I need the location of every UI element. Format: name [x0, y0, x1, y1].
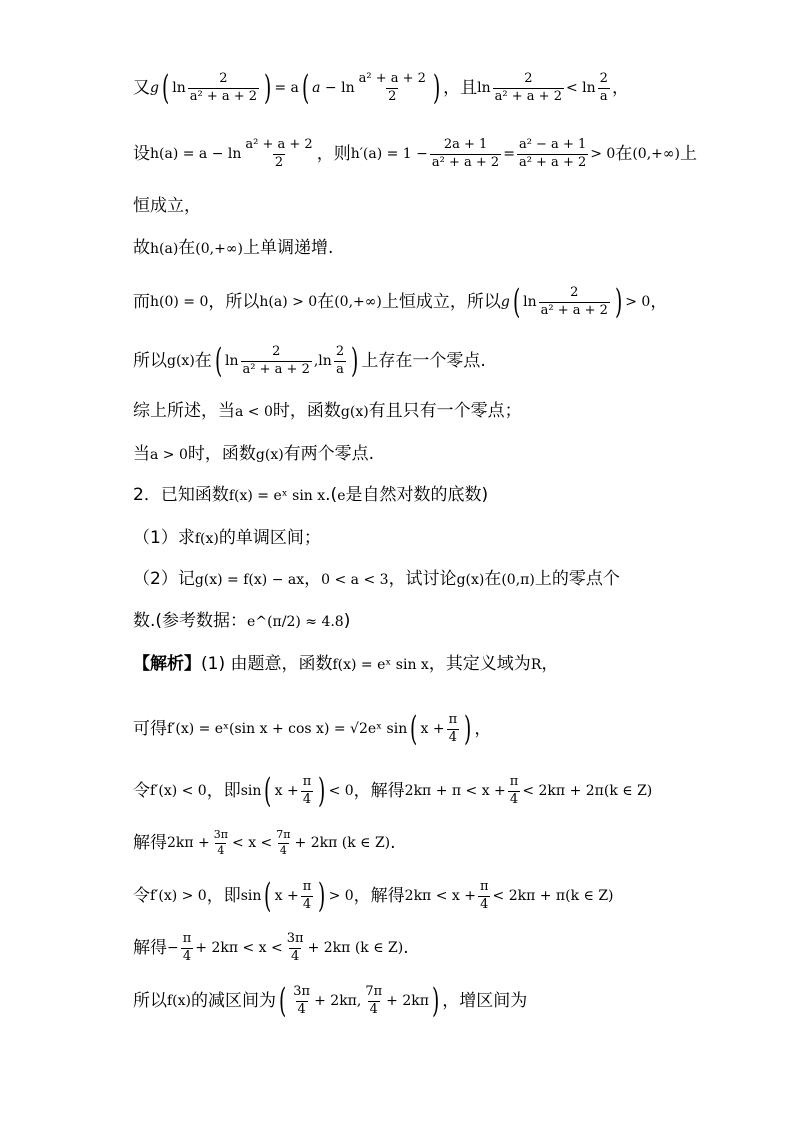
fraction: $\frac{\pi}{4}$: [302, 774, 312, 807]
text: .: [390, 832, 396, 853]
text: 在: [615, 143, 633, 164]
math-R: R: [530, 656, 542, 673]
math-fx: f(x): [167, 993, 192, 1010]
line-1: [133, 67, 629, 108]
text: ，则: [316, 143, 351, 164]
line-16: [133, 829, 396, 857]
math-gx: g(x): [255, 446, 284, 463]
fraction: $\frac{2}{\text{a² + a + 2}}$: [189, 71, 258, 104]
math-gx: g(x): [456, 571, 485, 588]
math-ln-compare: ln $\frac{2}{\text{a² + a + 2}}$ < ln $\frac{2}{a}$: [477, 71, 608, 104]
text: 当: [133, 444, 150, 464]
math-gx: g(x): [167, 353, 195, 370]
fraction: $\frac{2}{\text{a² + a + 2}}$: [540, 285, 608, 318]
text: 上的零点个: [534, 569, 620, 589]
text: 在: [194, 350, 212, 371]
fraction: $\frac{\pi}{4}$: [448, 712, 458, 745]
text: ，: [474, 718, 492, 739]
text: 而: [133, 291, 150, 312]
text: 令: [133, 885, 150, 906]
text: ，即: [206, 780, 241, 801]
math-g-positive: g ( ln $\frac{2}{\text{a² + a + 2}}$ ) > 0: [500, 281, 651, 322]
text: 时，函数: [272, 401, 341, 421]
text: ，其定义域为: [428, 654, 531, 674]
fraction: $\frac{\pi}{4}$: [479, 879, 489, 912]
text: （1）求: [133, 528, 195, 548]
fraction: $\frac{2a + 1}{\text{a² + a + 2}}$: [431, 137, 500, 170]
text: 上单调递增.: [242, 238, 334, 258]
text: 可得: [133, 718, 167, 739]
text: ，即: [206, 885, 241, 906]
math-hpos: h(a) > 0: [259, 294, 318, 311]
text: ，: [611, 77, 629, 98]
fraction: $\frac{2}{\text{a² + a + 2}}$: [242, 344, 310, 377]
math-gx: g(x): [340, 403, 369, 420]
text: 的减区间为: [191, 990, 277, 1011]
text: ，解得: [353, 780, 405, 801]
line-19: [133, 980, 528, 1021]
math-cond: a < 0: [235, 403, 273, 420]
fraction: $\frac{2}{a}$: [335, 344, 345, 377]
math-solution: 2kπ + π < x + $\frac{\pi}{4}$ < 2kπ + 2π(k ∈ Z): [404, 774, 653, 807]
math-fprime-pos: f′(x) > 0: [150, 888, 207, 905]
text: 数.(参考数据：: [133, 611, 248, 631]
line-18: [133, 932, 409, 965]
text: 设: [133, 143, 150, 164]
math-fprime: f′(x) = eˣ(sin x + cos x) = √2eˣ sin ( x + $\frac{\pi}{4}$ ): [167, 708, 472, 749]
text: （2）记: [133, 569, 195, 589]
fraction: $\frac{\pi}{4}$: [182, 931, 192, 964]
math-interval: (0,π): [501, 571, 535, 588]
math-decreasing-interval: ( $\frac{3\pi}{4}$ + 2kπ, $\frac{7\pi}{4}$ + 2kπ ): [279, 980, 440, 1021]
line-6: [133, 340, 486, 381]
line-9-problem-2: [133, 487, 488, 504]
text: 是自然对数的底数): [345, 485, 489, 505]
text: 解得: [133, 937, 167, 958]
fraction: $\frac{7\pi}{4}$: [365, 984, 383, 1017]
text: 所以: [133, 350, 167, 371]
text: 上恒成立，所以: [381, 291, 501, 312]
line-14: [133, 708, 492, 749]
line-11: [133, 571, 620, 588]
text: 有两个零点.: [283, 444, 375, 464]
text: 所以: [133, 990, 167, 1011]
math-interval-ln: ( ln $\frac{2}{\text{a² + a + 2}}$ ,ln $\frac{2}{a}$ ): [214, 340, 359, 381]
math-gdef: g(x) = f(x) − ax: [194, 571, 305, 588]
line-8: [133, 446, 374, 463]
text: ，: [304, 569, 322, 589]
math-reference: e^(π/2) ≈ 4.8: [247, 613, 344, 630]
text: 的单调区间；: [218, 528, 321, 548]
math-decreasing-range: 2kπ + $\frac{3\pi}{4}$ < x < $\frac{7\pi}{4}$ + 2kπ (k ∈ Z): [167, 828, 391, 857]
line-15: [133, 770, 653, 811]
text: ，解得: [353, 885, 405, 906]
math-increasing-range: − $\frac{\pi}{4}$ + 2kπ < x < $\frac{3\pi}{4}$ + 2kπ (k ∈ Z): [167, 931, 404, 964]
text: .(: [325, 485, 338, 505]
text: 上: [680, 143, 698, 164]
line-4: [133, 240, 333, 257]
math-interval: (0,+∞): [195, 240, 243, 257]
fraction: $\frac{7\pi}{4}$: [276, 828, 291, 857]
fraction: $\frac{\pi}{4}$: [302, 879, 312, 912]
fraction: $\frac{\text{a² + a + 2}}{2}$: [245, 137, 313, 170]
text: ，: [650, 291, 668, 312]
text: 恒成立，: [133, 196, 201, 216]
math-fx: f(x): [194, 530, 219, 547]
fraction: $\frac{3\pi}{4}$: [293, 984, 311, 1017]
text: .: [403, 937, 409, 958]
text: ，: [541, 654, 559, 674]
fraction: $\frac{3\pi}{4}$: [286, 931, 304, 964]
line-13-solution: [133, 656, 558, 673]
line-3: [133, 198, 201, 215]
math-fx: f(x) = eˣ sin x: [228, 487, 326, 504]
text: 令: [133, 780, 150, 801]
math-h: h(a): [150, 240, 179, 257]
line-5: [133, 281, 668, 322]
text: ，试讨论: [388, 569, 457, 589]
math-sin-neg: sin ( x + $\frac{\pi}{4}$ ) < 0: [240, 770, 354, 811]
text: ，所以: [208, 291, 260, 312]
math-cond: 0 < a < 3: [321, 571, 389, 588]
text: 上存在一个零点.: [361, 350, 486, 371]
math-e: e: [337, 487, 346, 504]
fraction: $\frac{\text{a² + a + 2}}{2}$: [358, 71, 426, 104]
math-h-def: h(a) = a − ln $\frac{\text{a² + a + 2}}{2}$: [150, 137, 313, 170]
math-g-expr: g ( ln $\frac{2}{\text{a² + a + 2}}$ ) = a ( a − ln $\frac{\text{a² + a + 2}}{2}$ ): [150, 67, 441, 108]
text: 故: [133, 238, 150, 258]
text: 2．已知函数: [133, 485, 229, 505]
text: 解得: [133, 832, 167, 853]
fraction: $\frac{3\pi}{4}$: [213, 828, 229, 857]
fraction: $\frac{\text{a² − a + 1}}{\text{a² + a + 2}}$: [518, 137, 587, 170]
text: ，且: [443, 77, 478, 98]
math-solution: 2kπ < x + $\frac{\pi}{4}$ < 2kπ + π(k ∈ Z): [404, 879, 614, 912]
text: 在: [317, 291, 335, 312]
fraction: $\frac{\pi}{4}$: [509, 774, 519, 807]
line-7: [133, 403, 522, 420]
line-17: [133, 875, 614, 916]
text: 综上所述，当: [133, 401, 235, 421]
text: ，增区间为: [442, 990, 528, 1011]
text: 又: [133, 77, 150, 98]
text: 有且只有一个零点；: [368, 401, 522, 421]
math-sin-pos: sin ( x + $\frac{\pi}{4}$ ) > 0: [240, 875, 354, 916]
solution-label: 【解析】: [133, 654, 201, 674]
text: 在: [484, 569, 502, 589]
line-10: [133, 530, 321, 547]
math-h0: h(0) = 0: [150, 294, 209, 311]
fraction: $\frac{2}{\text{a² + a + 2}}$: [494, 71, 562, 104]
math-fx: f(x) = eˣ sin x: [332, 656, 429, 673]
text: ): [343, 611, 351, 631]
fraction: $\frac{2}{a}$: [599, 71, 608, 104]
line-2: [133, 138, 697, 171]
math-cond: a > 0: [150, 446, 188, 463]
math-fprime-neg: f′(x) < 0: [150, 783, 207, 800]
text: 在: [178, 238, 196, 258]
math-interval: (0,+∞): [632, 146, 681, 163]
text: (1) 由题意，函数: [201, 654, 333, 674]
math-h-derivative: h′(a) = 1 − $\frac{2a + 1}{\text{a² + a + 2}}$ = $\frac{\text{a² − a + 1}}{\text{a² + a + 2}}$ > 0: [350, 137, 616, 170]
line-12: [133, 613, 350, 630]
text: 时，函数: [187, 444, 256, 464]
math-interval: (0,+∞): [334, 294, 382, 311]
